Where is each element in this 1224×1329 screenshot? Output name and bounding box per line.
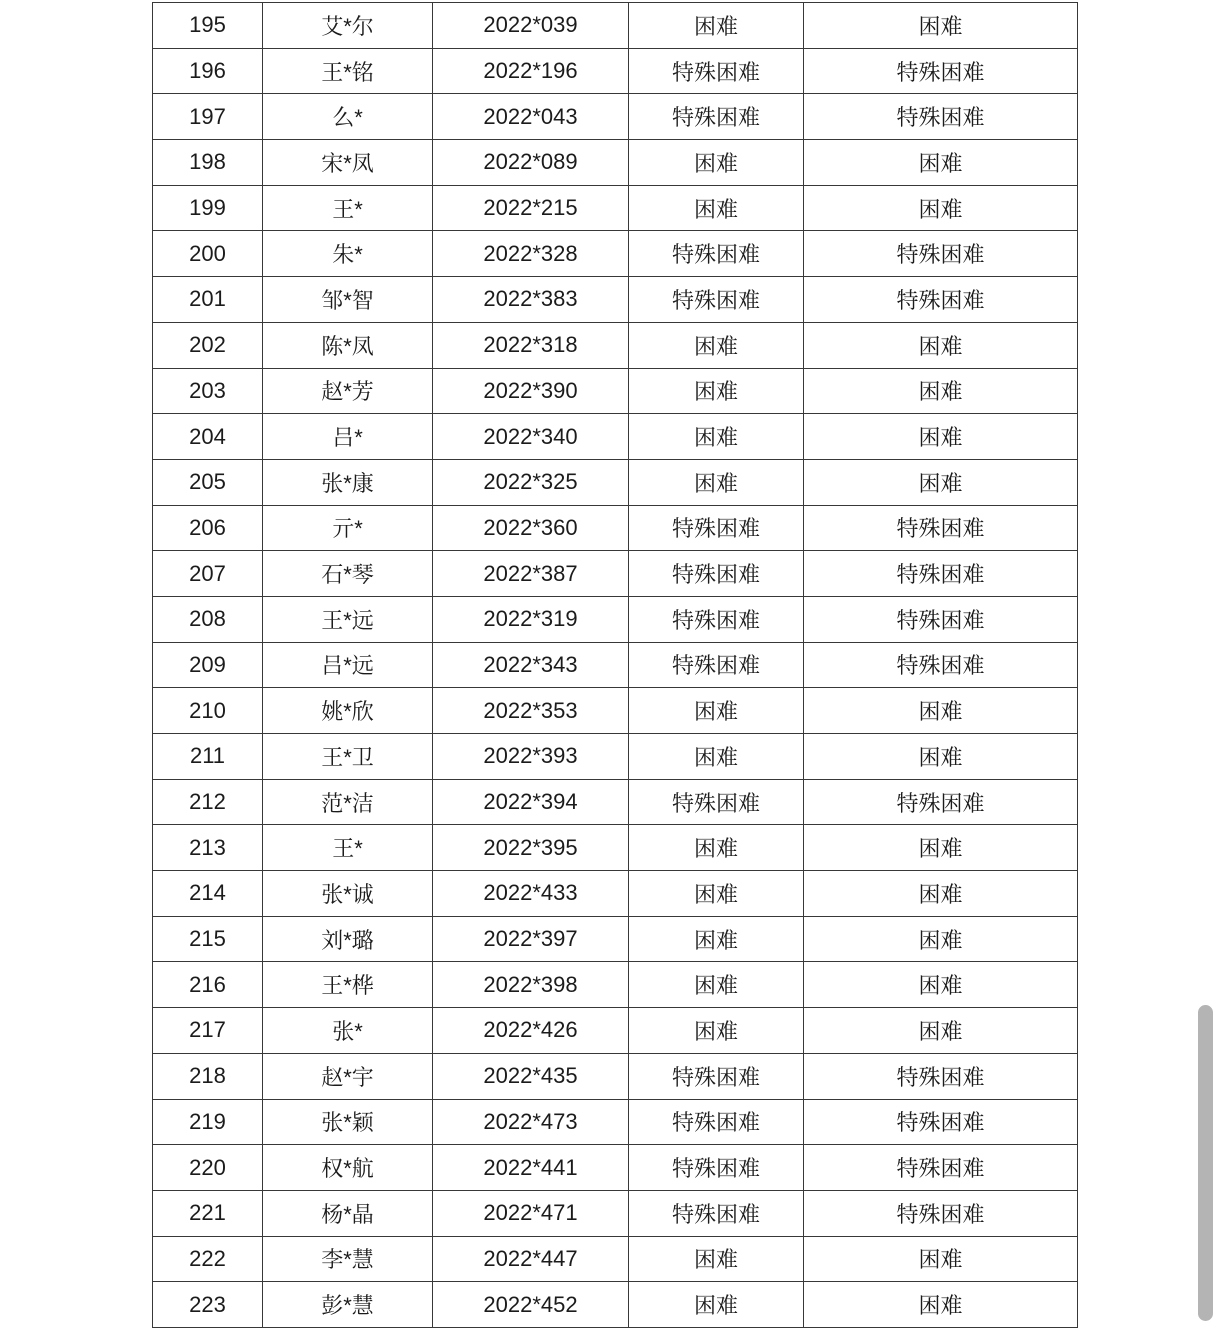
cell-name: 王*卫 — [263, 734, 433, 780]
cell-student-id: 2022*089 — [433, 140, 629, 186]
aid-roster-table — [152, 2, 1078, 1328]
table-row — [153, 368, 1078, 414]
cell-name: 亓* — [263, 505, 433, 551]
cell-student-id: 2022*215 — [433, 185, 629, 231]
table-row — [153, 642, 1078, 688]
cell-status-b: 困难 — [804, 368, 1078, 414]
cell-status-b: 特殊困难 — [804, 94, 1078, 140]
roster-table-container — [152, 2, 1078, 1328]
cell-index: 206 — [153, 505, 263, 551]
cell-index: 200 — [153, 231, 263, 277]
cell-status-a: 困难 — [629, 871, 804, 917]
cell-status-b: 特殊困难 — [804, 505, 1078, 551]
cell-status-a: 困难 — [629, 414, 804, 460]
cell-name: 权*航 — [263, 1145, 433, 1191]
cell-name: 赵*芳 — [263, 368, 433, 414]
cell-status-b: 困难 — [804, 916, 1078, 962]
cell-name: 张*诚 — [263, 871, 433, 917]
cell-index: 223 — [153, 1282, 263, 1328]
table-row — [153, 1236, 1078, 1282]
cell-status-a: 特殊困难 — [629, 1145, 804, 1191]
cell-status-b: 困难 — [804, 1008, 1078, 1054]
table-row — [153, 322, 1078, 368]
cell-student-id: 2022*390 — [433, 368, 629, 414]
table-row — [153, 916, 1078, 962]
cell-student-id: 2022*471 — [433, 1190, 629, 1236]
cell-index: 218 — [153, 1053, 263, 1099]
table-row — [153, 231, 1078, 277]
cell-name: 王*铭 — [263, 48, 433, 94]
cell-index: 201 — [153, 277, 263, 323]
cell-status-a: 困难 — [629, 3, 804, 49]
cell-index: 217 — [153, 1008, 263, 1054]
table-row — [153, 1008, 1078, 1054]
cell-index: 202 — [153, 322, 263, 368]
table-row — [153, 1053, 1078, 1099]
cell-name: 朱* — [263, 231, 433, 277]
cell-index: 214 — [153, 871, 263, 917]
cell-name: 杨*晶 — [263, 1190, 433, 1236]
cell-status-b: 特殊困难 — [804, 1190, 1078, 1236]
cell-status-b: 特殊困难 — [804, 277, 1078, 323]
cell-status-b: 困难 — [804, 3, 1078, 49]
cell-student-id: 2022*393 — [433, 734, 629, 780]
cell-name: 王* — [263, 185, 433, 231]
cell-index: 207 — [153, 551, 263, 597]
cell-index: 219 — [153, 1099, 263, 1145]
cell-status-a: 困难 — [629, 734, 804, 780]
cell-status-a: 困难 — [629, 1008, 804, 1054]
table-row — [153, 277, 1078, 323]
cell-status-a: 困难 — [629, 368, 804, 414]
table-row — [153, 871, 1078, 917]
cell-name: 赵*宇 — [263, 1053, 433, 1099]
cell-status-b: 困难 — [804, 185, 1078, 231]
cell-status-a: 困难 — [629, 459, 804, 505]
cell-student-id: 2022*397 — [433, 916, 629, 962]
cell-status-b: 特殊困难 — [804, 1099, 1078, 1145]
table-row — [153, 414, 1078, 460]
cell-name: 艾*尔 — [263, 3, 433, 49]
cell-status-a: 困难 — [629, 140, 804, 186]
cell-status-a: 困难 — [629, 916, 804, 962]
cell-student-id: 2022*039 — [433, 3, 629, 49]
cell-index: 209 — [153, 642, 263, 688]
cell-student-id: 2022*340 — [433, 414, 629, 460]
cell-status-a: 困难 — [629, 1282, 804, 1328]
cell-status-b: 特殊困难 — [804, 48, 1078, 94]
cell-status-a: 特殊困难 — [629, 1190, 804, 1236]
cell-status-b: 特殊困难 — [804, 231, 1078, 277]
cell-status-a: 特殊困难 — [629, 1053, 804, 1099]
table-row — [153, 596, 1078, 642]
cell-index: 205 — [153, 459, 263, 505]
cell-status-a: 特殊困难 — [629, 642, 804, 688]
cell-status-a: 困难 — [629, 962, 804, 1008]
cell-student-id: 2022*353 — [433, 688, 629, 734]
table-row — [153, 140, 1078, 186]
cell-status-b: 困难 — [804, 825, 1078, 871]
cell-student-id: 2022*447 — [433, 1236, 629, 1282]
cell-name: 宋*凤 — [263, 140, 433, 186]
cell-index: 213 — [153, 825, 263, 871]
cell-name: 彭*慧 — [263, 1282, 433, 1328]
table-row — [153, 688, 1078, 734]
cell-name: 范*洁 — [263, 779, 433, 825]
cell-student-id: 2022*473 — [433, 1099, 629, 1145]
roster-table-body — [153, 3, 1078, 1328]
cell-status-b: 特殊困难 — [804, 1053, 1078, 1099]
cell-status-b: 困难 — [804, 962, 1078, 1008]
cell-student-id: 2022*325 — [433, 459, 629, 505]
cell-index: 199 — [153, 185, 263, 231]
cell-status-b: 特殊困难 — [804, 551, 1078, 597]
cell-status-b: 困难 — [804, 414, 1078, 460]
cell-status-b: 困难 — [804, 734, 1078, 780]
cell-index: 198 — [153, 140, 263, 186]
cell-student-id: 2022*383 — [433, 277, 629, 323]
cell-student-id: 2022*318 — [433, 322, 629, 368]
cell-name: 么* — [263, 94, 433, 140]
cell-status-a: 特殊困难 — [629, 551, 804, 597]
cell-status-a: 特殊困难 — [629, 505, 804, 551]
cell-name: 姚*欣 — [263, 688, 433, 734]
cell-student-id: 2022*394 — [433, 779, 629, 825]
cell-index: 211 — [153, 734, 263, 780]
cell-index: 204 — [153, 414, 263, 460]
cell-index: 196 — [153, 48, 263, 94]
cell-status-a: 特殊困难 — [629, 277, 804, 323]
cell-name: 吕* — [263, 414, 433, 460]
cell-student-id: 2022*441 — [433, 1145, 629, 1191]
cell-student-id: 2022*387 — [433, 551, 629, 597]
cell-status-a: 特殊困难 — [629, 94, 804, 140]
cell-student-id: 2022*196 — [433, 48, 629, 94]
cell-status-a: 困难 — [629, 1236, 804, 1282]
cell-status-a: 特殊困难 — [629, 231, 804, 277]
cell-status-b: 困难 — [804, 688, 1078, 734]
cell-status-b: 困难 — [804, 871, 1078, 917]
cell-student-id: 2022*395 — [433, 825, 629, 871]
cell-status-a: 困难 — [629, 688, 804, 734]
cell-status-a: 困难 — [629, 825, 804, 871]
cell-index: 212 — [153, 779, 263, 825]
cell-status-b: 特殊困难 — [804, 1145, 1078, 1191]
cell-name: 李*慧 — [263, 1236, 433, 1282]
cell-index: 197 — [153, 94, 263, 140]
vertical-scrollbar-thumb[interactable] — [1198, 1005, 1213, 1321]
cell-status-b: 困难 — [804, 140, 1078, 186]
cell-index: 216 — [153, 962, 263, 1008]
cell-student-id: 2022*343 — [433, 642, 629, 688]
cell-student-id: 2022*398 — [433, 962, 629, 1008]
table-row — [153, 779, 1078, 825]
cell-name: 石*琴 — [263, 551, 433, 597]
cell-status-a: 困难 — [629, 185, 804, 231]
table-row — [153, 1145, 1078, 1191]
cell-status-b: 特殊困难 — [804, 779, 1078, 825]
cell-name: 吕*远 — [263, 642, 433, 688]
cell-status-a: 特殊困难 — [629, 1099, 804, 1145]
cell-status-a: 特殊困难 — [629, 596, 804, 642]
table-row — [153, 185, 1078, 231]
cell-student-id: 2022*452 — [433, 1282, 629, 1328]
table-row — [153, 734, 1078, 780]
table-row — [153, 825, 1078, 871]
cell-name: 王*远 — [263, 596, 433, 642]
cell-index: 221 — [153, 1190, 263, 1236]
cell-index: 195 — [153, 3, 263, 49]
cell-index: 208 — [153, 596, 263, 642]
cell-status-a: 特殊困难 — [629, 779, 804, 825]
cell-name: 刘*璐 — [263, 916, 433, 962]
cell-index: 222 — [153, 1236, 263, 1282]
table-row — [153, 962, 1078, 1008]
cell-student-id: 2022*319 — [433, 596, 629, 642]
cell-status-b: 困难 — [804, 322, 1078, 368]
table-row — [153, 1190, 1078, 1236]
cell-status-b: 特殊困难 — [804, 642, 1078, 688]
table-row — [153, 48, 1078, 94]
cell-name: 王* — [263, 825, 433, 871]
cell-index: 203 — [153, 368, 263, 414]
table-row — [153, 459, 1078, 505]
cell-name: 张*康 — [263, 459, 433, 505]
cell-status-b: 困难 — [804, 459, 1078, 505]
cell-index: 215 — [153, 916, 263, 962]
cell-student-id: 2022*328 — [433, 231, 629, 277]
cell-status-b: 特殊困难 — [804, 596, 1078, 642]
cell-student-id: 2022*360 — [433, 505, 629, 551]
cell-student-id: 2022*426 — [433, 1008, 629, 1054]
cell-student-id: 2022*433 — [433, 871, 629, 917]
table-row — [153, 1282, 1078, 1328]
table-row — [153, 3, 1078, 49]
cell-student-id: 2022*435 — [433, 1053, 629, 1099]
cell-student-id: 2022*043 — [433, 94, 629, 140]
cell-name: 王*桦 — [263, 962, 433, 1008]
table-row — [153, 1099, 1078, 1145]
cell-name: 陈*凤 — [263, 322, 433, 368]
cell-status-a: 困难 — [629, 322, 804, 368]
cell-status-b: 困难 — [804, 1282, 1078, 1328]
cell-index: 220 — [153, 1145, 263, 1191]
cell-name: 张* — [263, 1008, 433, 1054]
table-row — [153, 505, 1078, 551]
cell-status-a: 特殊困难 — [629, 48, 804, 94]
cell-name: 张*颖 — [263, 1099, 433, 1145]
table-row — [153, 94, 1078, 140]
cell-index: 210 — [153, 688, 263, 734]
cell-name: 邹*智 — [263, 277, 433, 323]
table-row — [153, 551, 1078, 597]
cell-status-b: 困难 — [804, 1236, 1078, 1282]
